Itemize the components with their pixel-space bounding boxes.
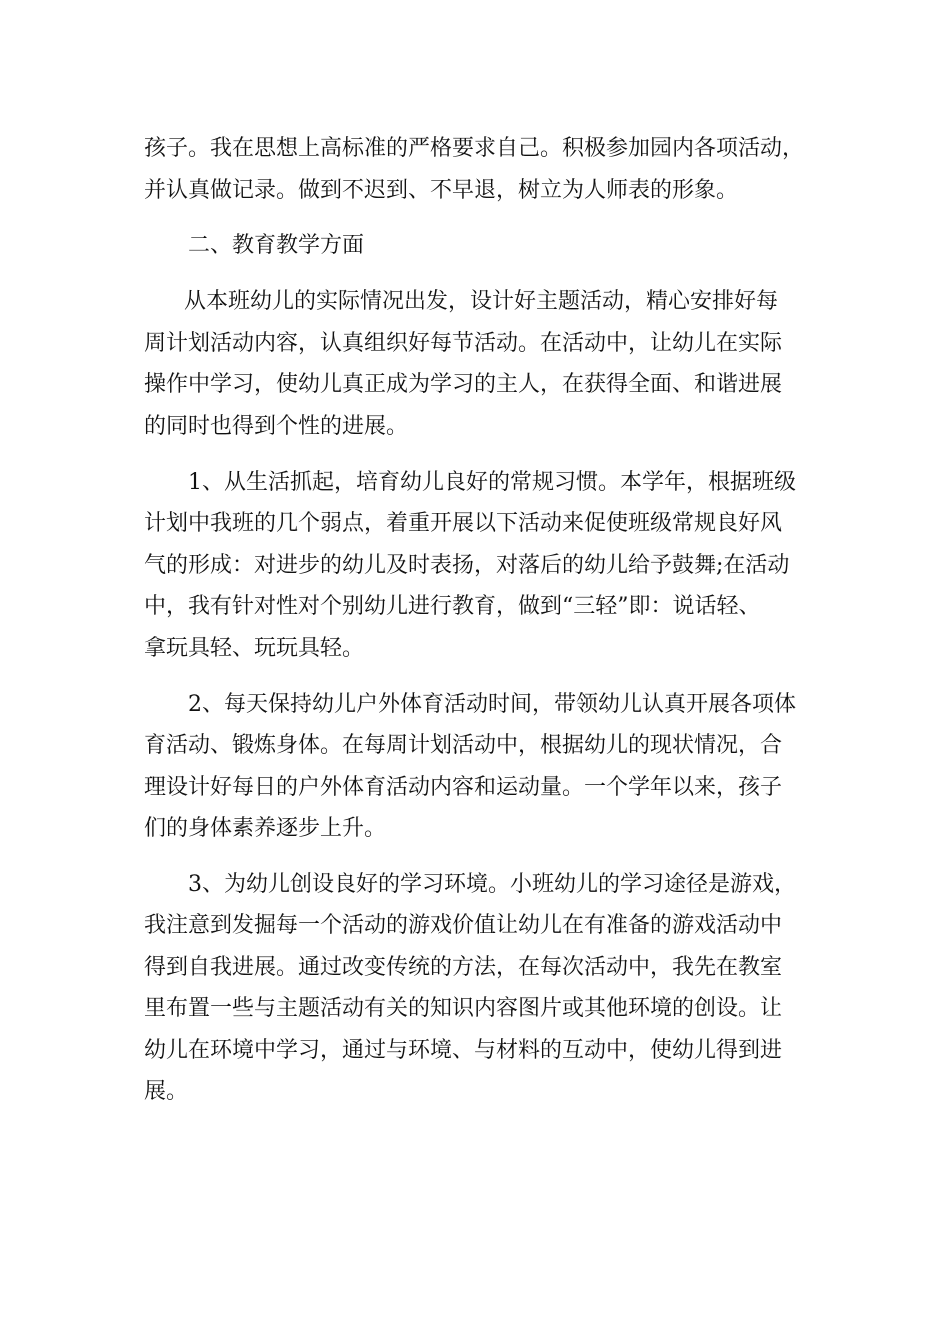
text-line: 孩子。我在思想上高标准的严格要求自己。积极参加园内各项活动， <box>144 136 805 161</box>
text-line: 中，我有针对性对个别幼儿进行教育，做到“三轻”即：说话轻、 <box>144 594 761 620</box>
paragraph-item-1 <box>144 462 806 670</box>
text-line: 里布置一些与主题活动有关的知识内容图片或其他环境的创设。让 <box>144 996 783 1022</box>
text-line: 气的形成：对进步的幼儿及时表扬，对落后的幼儿给予鼓舞;在活动 <box>144 552 790 578</box>
paragraph-teaching-overview <box>144 281 806 447</box>
text-line: 拿玩具轻、玩玩具轻。 <box>144 635 365 661</box>
text-line: 我注意到发掘每一个活动的游戏价值让幼儿在有准备的游戏活动中 <box>144 913 783 939</box>
text-line: 理设计好每日的户外体育活动内容和运动量。一个学年以来，孩子 <box>144 774 783 800</box>
paragraph-item-3 <box>144 864 806 1113</box>
heading-text: 二、教育教学方面 <box>188 233 365 259</box>
text-line: 从本班幼儿的实际情况出发，设计好主题活动，精心安排好每 <box>184 289 779 315</box>
section-heading <box>144 225 806 267</box>
document-body <box>144 128 806 1127</box>
text-line: 的同时也得到个性的进展。 <box>144 413 409 439</box>
text-line: 2、每天保持幼儿户外体育活动时间，带领幼儿认真开展各项体 <box>188 691 796 717</box>
text-line: 们的身体素养逐步上升。 <box>144 816 387 842</box>
text-line: 展。 <box>144 1079 189 1105</box>
text-line: 育活动、锻炼身体。在每周计划活动中，根据幼儿的现状情况，合 <box>144 733 783 759</box>
text-line: 幼儿在环境中学习，通过与环境、与材料的互动中，使幼儿得到进 <box>144 1037 783 1063</box>
text-line: 计划中我班的几个弱点，着重开展以下活动来促使班级常规良好风 <box>144 511 783 537</box>
text-line: 得到自我进展。通过改变传统的方法，在每次活动中，我先在教室 <box>144 954 783 980</box>
text-line: 1、从生活抓起，培育幼儿良好的常规习惯。本学年，根据班级 <box>188 469 796 495</box>
text-line: 3、为幼儿创设良好的学习环境。小班幼儿的学习途径是游戏， <box>188 871 796 897</box>
paragraph-item-2 <box>144 684 806 850</box>
text-line: 并认真做记录。做到不迟到、不早退，树立为人师表的形象。 <box>144 177 739 203</box>
text-line: 周计划活动内容，认真组织好每节活动。在活动中，让幼儿在实际 <box>144 330 783 356</box>
paragraph-continuation <box>144 128 806 211</box>
text-line: 操作中学习，使幼儿真正成为学习的主人，在获得全面、和谐进展 <box>144 372 783 398</box>
